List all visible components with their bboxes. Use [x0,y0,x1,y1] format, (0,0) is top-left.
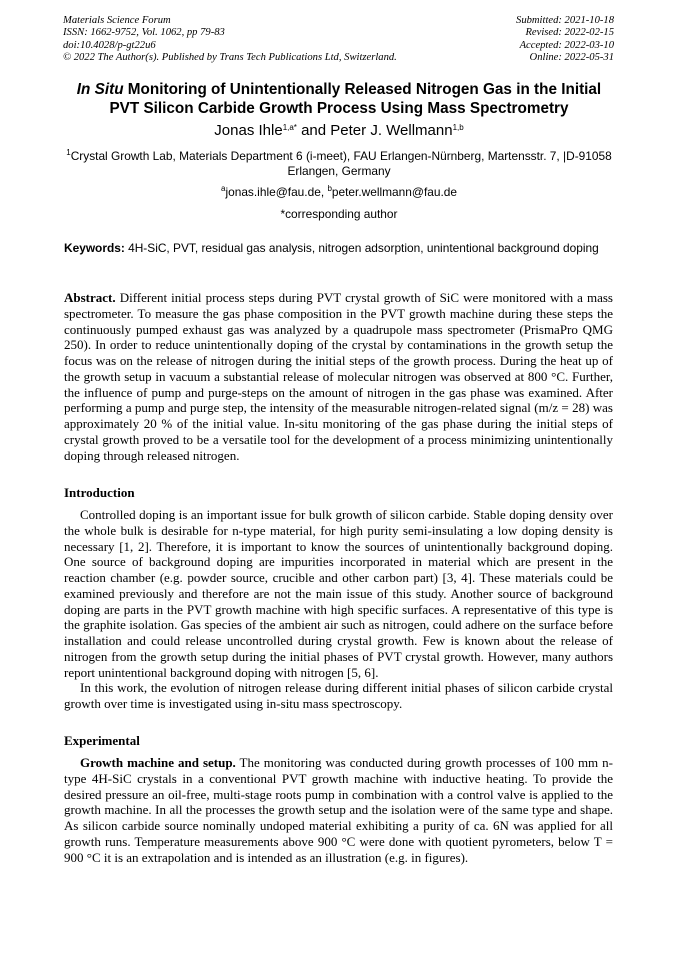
revised-date: Revised: 2022-02-15 [525,27,614,39]
experimental-section [64,755,613,865]
author-list [40,122,638,140]
keywords [64,241,613,257]
publication-dates [516,15,614,65]
email-a-marker: a [221,184,226,193]
email-a[interactable]: jonas.ihle@fau.de, [225,185,328,199]
journal-info [63,15,397,65]
keywords-label: Keywords: [64,241,125,255]
author-2: Peter J. Wellmann [330,122,453,139]
title-italic: In Situ [76,81,124,98]
introduction-paragraph-2: In this work, the evolution of nitrogen release during different initial phases of silicon carbide crystal growth over time is investigated using in-situ mass spectroscopy. [64,680,613,711]
accepted-date: Accepted: 2022-03-10 [519,39,614,51]
title-line-2: PVT Silicon Carbide Growth Process Using Mass Spectrometry [109,100,569,117]
author-1: Jonas Ihle [214,122,283,139]
journal-name: Materials Science Forum [63,15,171,26]
experimental-paragraph-1 [64,755,613,865]
submitted-date: Submitted: 2021-10-18 [516,15,614,26]
email-b-marker: b [327,184,332,193]
title-line-1: Monitoring of Unintentionally Released Nitrogen Gas in the Initial [123,81,602,98]
author-emails [40,185,638,199]
experimental-heading: Experimental [64,733,140,748]
experimental-subheading: Growth machine and setup. [80,755,236,770]
abstract [64,290,613,463]
author-2-affil: 1,b [452,123,464,132]
issn-line: ISSN: 1662-9752, Vol. 1062, pp 79-83 [63,27,225,39]
affiliation [66,149,612,180]
online-date: Online: 2022-05-31 [529,52,614,64]
affiliation-number: 1 [66,148,71,157]
doi-line: doi:10.4028/p-gt22u6 [63,39,156,51]
keywords-text: 4H-SiC, PVT, residual gas analysis, nitrogen adsorption, unintentional background doping [124,241,599,255]
abstract-label: Abstract. [64,290,116,305]
introduction-section [64,507,613,712]
author-conjunction: and [296,122,331,139]
introduction-heading: Introduction [64,485,135,500]
abstract-text: Different initial process steps during PVT crystal growth of SiC were monitored with a mass spectrometer. To measure the gas phase composition in the PVT growth machine during these steps the continuously pumped exhaust gas was analyzed by a quadrupole mass spectrometer (PrismaPro QMG 250). In order to reduce unintentionally doping of the crystal by contaminations in the growth setup the focus was on the release of nitrogen during the initial steps of the growth process. During the heat up of the growth setup in vacuum a substantial release of molecular nitrogen was observed at 800 °C. Further, the influence of pump and purge-steps on the amount of nitrogen in the gas phase was examined. After performing a pump and purge step, the intensity of the measurable nitrogen-related signal (m/z = 28) was approximately 20 % of the initial value. In-situ monitoring of the gas phase during the initial steps of crystal growth proved to be a versatile tool for the development of a process minimizing unintentionally doping through released nitrogen. [64,290,613,463]
author-1-affil: 1,a* [282,123,297,132]
paper-title [40,80,638,118]
introduction-paragraph-1: Controlled doping is an important issue for bulk growth of silicon carbide. Stable doping density over the whole bulk is desirable for n-type material, for high purity semi-insulating a low doping density is necessary [1, 2]. Therefore, it is important to know the sources of unintentionally background doping. One source of background doping are impurities incorporated in material which are present in the reaction chamber (e.g. powder source, crucible and other carbon part) [3, 4]. These materials could be examined previously and therefore are not the main issue of this study. Another source of background doping are parts in the PVT growth machine with high specific surfaces. A representative of this type is the graphite isolation. Gas species of the ambient air such as nitrogen, could adhere on the surface before installation and could release uncontrolled during crystal growth. Few is known about the release of nitrogen from the growth setup during the initial phases of PVT crystal growth. However, many authors report unintentional background doping with nitrogen [5, 6]. [64,507,613,680]
corresponding-author-note: *corresponding author [280,207,398,221]
copyright-line: © 2022 The Author(s). Published by Trans Tech Publications Ltd, Switzerland. [63,52,397,64]
email-b[interactable]: peter.wellmann@fau.de [331,185,457,199]
affiliation-text: Crystal Growth Lab, Materials Department 6 (i-meet), FAU Erlangen-Nürnberg, Martensstr. 7, |D-91058 Erlangen, Germany [70,149,612,179]
experimental-paragraph-text: The monitoring was conducted during growth processes of 100 mm n-type 4H-SiC crystals in a conventional PVT growth machine with inductive heating. To provide the desired pressure an oil-free, multi-stage roots pump in combination with a control valve is applied to the growth machine. In all the processes the growth setup and the isolation were of the same type and shape. As silicon carbide source nominally undoped material exhibiting a purity of ca. 6N was applied for all growth runs. Temperature measurements above 900 °C were done with quotient pyrometers, below T = 900 °C it is an extrapolation and is intended as an illustration (e.g. in figures). [64,755,613,865]
